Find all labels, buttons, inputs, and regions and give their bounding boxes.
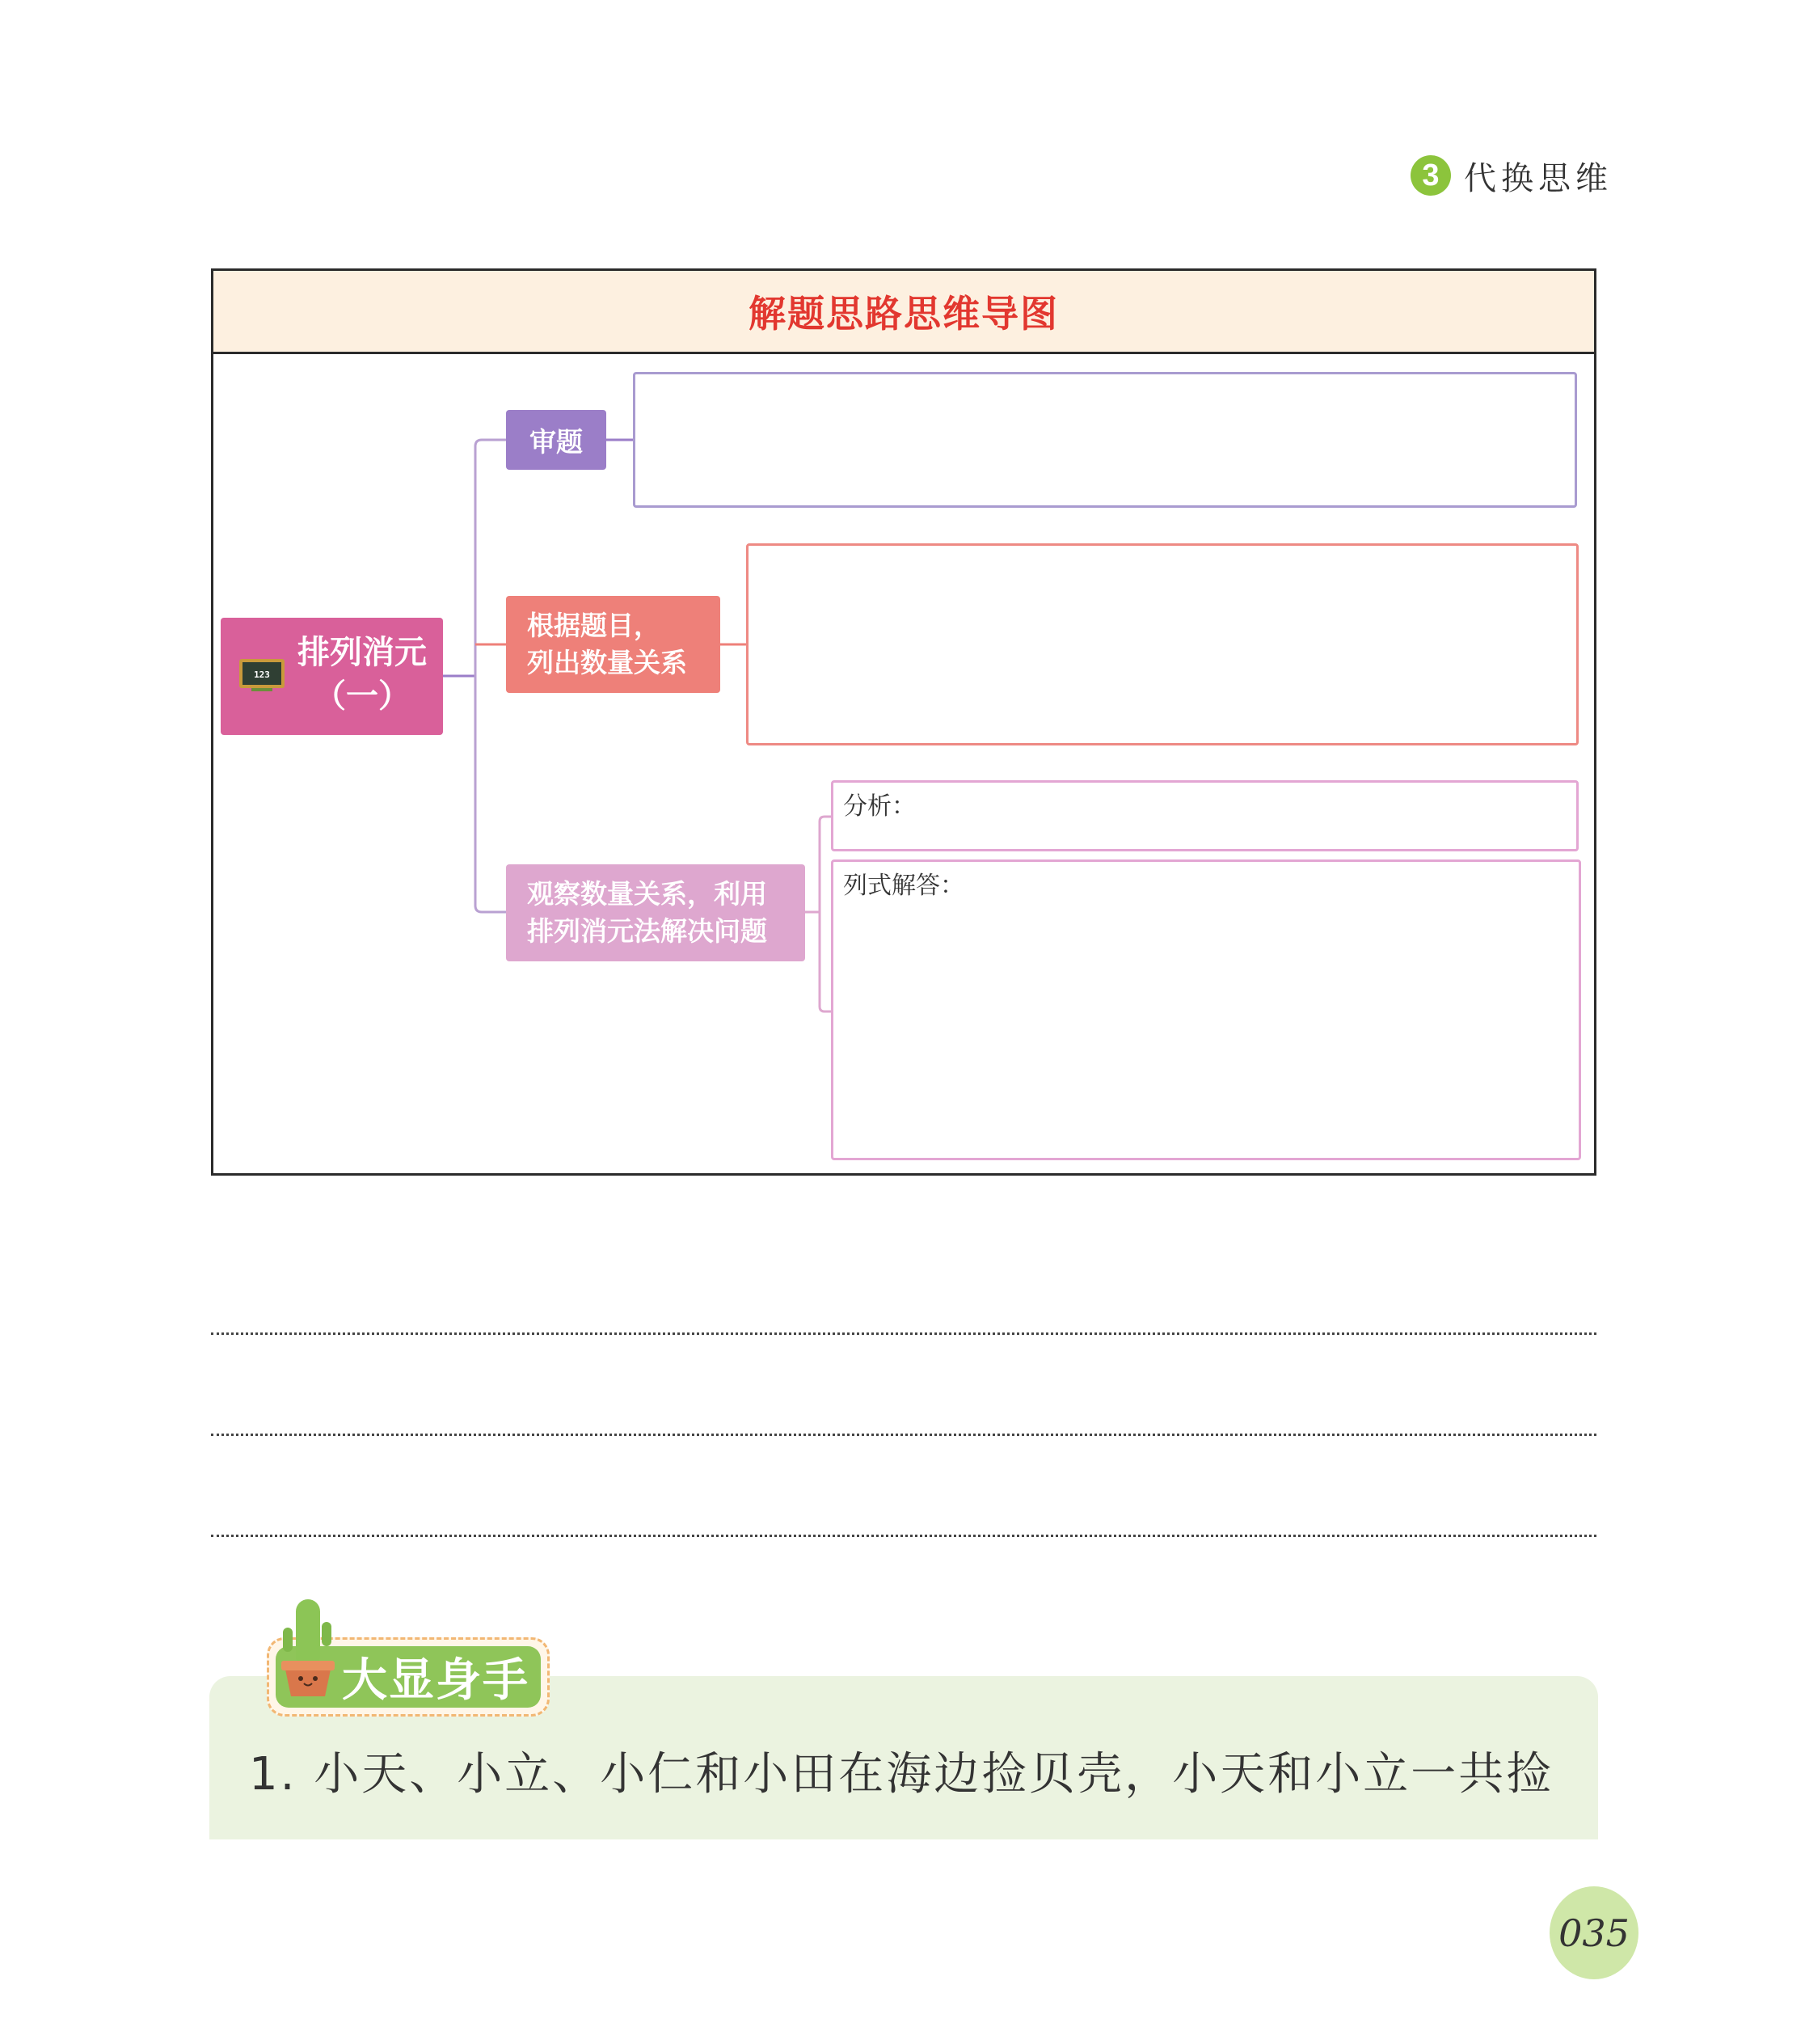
question-text: 1. 小天、小立、小仁和小田在海边捡贝壳，小天和小立一共捡 bbox=[249, 1748, 1554, 1801]
page-number: 035 bbox=[1550, 1886, 1638, 1979]
root-subtitle: （一） bbox=[314, 678, 411, 715]
writing-line[interactable] bbox=[211, 1535, 1596, 1537]
branch-list-relations: 根据题目， 列出数量关系 bbox=[506, 596, 720, 693]
relations-answer-box[interactable] bbox=[746, 543, 1579, 745]
chapter-title: 代换思维 bbox=[1464, 159, 1613, 197]
solution-label: 列式解答： bbox=[843, 872, 964, 900]
blackboard-icon bbox=[238, 658, 285, 692]
writing-line[interactable] bbox=[211, 1332, 1596, 1335]
svg-text:123: 123 bbox=[254, 669, 270, 680]
cactus-icon bbox=[267, 1591, 348, 1704]
root-title: 排列消元 bbox=[297, 634, 427, 671]
mindmap-title: 解题思路思维导图 bbox=[213, 271, 1594, 354]
section-title: 大显身手 bbox=[276, 1646, 541, 1708]
review-answer-box[interactable] bbox=[633, 372, 1577, 508]
chapter-number-badge: 3 bbox=[1411, 155, 1451, 196]
analysis-label: 分析： bbox=[843, 792, 916, 821]
analysis-box[interactable] bbox=[831, 780, 1579, 851]
solution-box[interactable] bbox=[831, 859, 1581, 1160]
mindmap-root-node bbox=[221, 618, 443, 735]
connector-trunk bbox=[475, 440, 506, 912]
connector-subboxes bbox=[820, 817, 831, 1011]
branch-solve-problem: 观察数量关系，利用 排列消元法解决问题 bbox=[506, 864, 805, 961]
writing-line[interactable] bbox=[211, 1434, 1596, 1436]
branch-review-question: 审题 bbox=[506, 410, 606, 470]
